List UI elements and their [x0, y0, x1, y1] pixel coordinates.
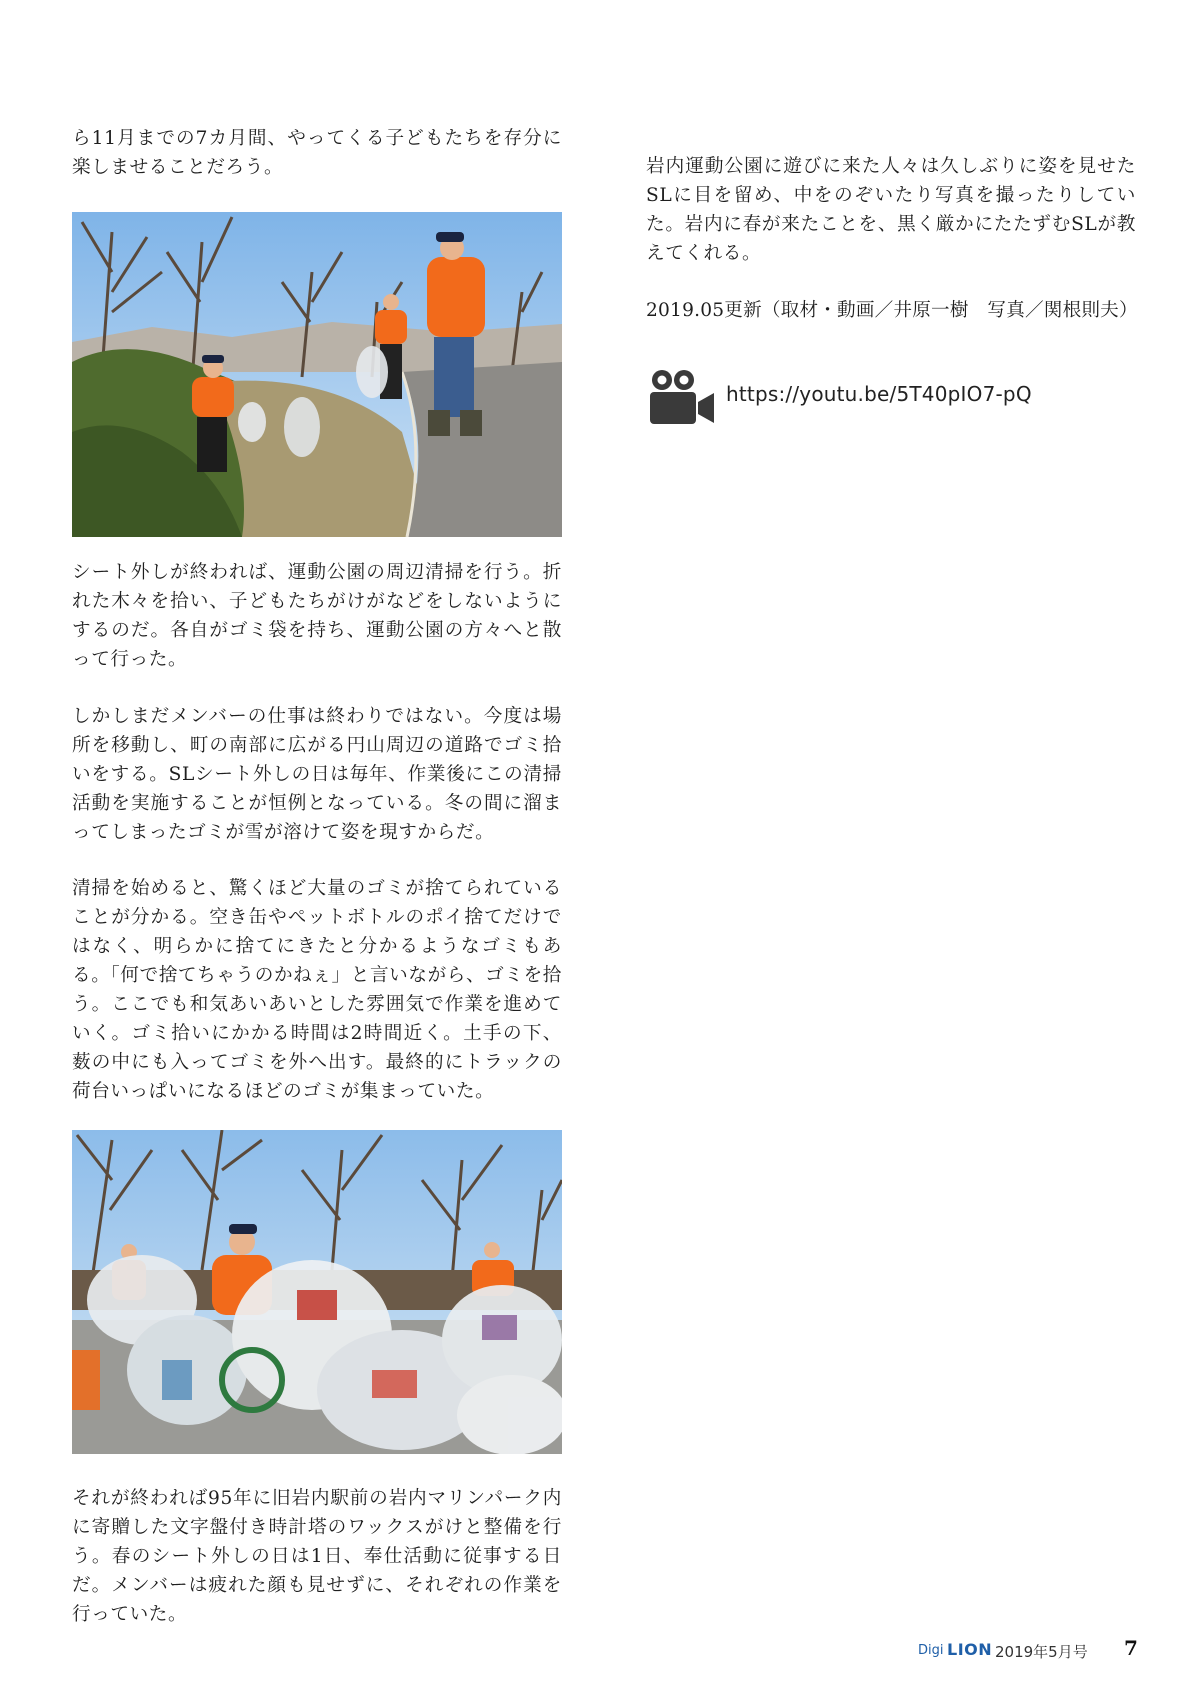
footer-issue: 2019年5月号	[995, 1643, 1088, 1661]
footer-digi: Digi	[918, 1643, 944, 1658]
left-paragraph-3: 清掃を始めると、驚くほど大量のゴミが捨てられていることが分かる。空き缶やペットボトルのポイ捨てだけではなく、明らかに捨てにきたと分かるようなゴミもある。「何で捨てちゃうのかねぇ」と言いながら、ゴミを拾う。ここでも和気あいあいとした雰囲気で作業を進めていく。ゴミ拾いにかかる時間は2時間近く。土手の下、薮の中にも入ってゴミを外へ出す。最終的にトラックの荷台いっぱいになるほどのゴミが集まっていた。	[72, 878, 562, 1102]
body-paragraph-3	[72, 874, 562, 1106]
body-paragraph-2	[72, 702, 562, 847]
video-url[interactable]: https://youtu.be/5T40pIO7-pQ	[726, 382, 1032, 406]
photo-garbage-truck	[72, 1130, 562, 1454]
photo-roadside-cleanup	[72, 212, 562, 537]
page-footer	[912, 1638, 1142, 1662]
left-paragraph-0: ら11月までの7カ月間、やってくる子どもたちを存分に楽しませることだろう。	[72, 128, 562, 178]
video-link[interactable]	[648, 368, 1108, 428]
right-paragraph-0: 岩内運動公園に遊びに来た人々は久しぶりに姿を見せたSLに目を留め、中をのぞいたり写真を撮ったりしていた。岩内に春が来たことを、黒く厳かにたたずむSLが教えてくれる。	[646, 156, 1136, 264]
left-paragraph-4: それが終われば95年に旧岩内駅前の岩内マリンパーク内に寄贈した文字盤付き時計塔のワックスがけと整備を行う。春のシート外しの日は1日、奉仕活動に従事する日だ。メンバーは疲れた顔も見せずに、それぞれの作業を行っていた。	[72, 1488, 562, 1625]
video-camera-icon	[648, 368, 716, 426]
right-paragraph	[646, 152, 1136, 268]
body-paragraph-1	[72, 558, 562, 674]
left-paragraph-2: しかしまだメンバーの仕事は終わりではない。今度は場所を移動し、町の南部に広がる円山周辺の道路でゴミ拾いをする。SLシート外しの日は毎年、作業後にこの清掃活動を実施することが恒例となっている。冬の間に溜まってしまったゴミが雪が溶けて姿を現すからだ。	[72, 706, 562, 843]
update-credit: 2019.05更新（取材・動画／井原一樹 写真／関根則夫）	[646, 300, 1138, 321]
intro-paragraph	[72, 124, 562, 182]
left-paragraph-1: シート外しが終われば、運動公園の周辺清掃を行う。折れた木々を拾い、子どもたちがけがなどをしないようにするのだ。各自がゴミ袋を持ち、運動公園の方々へと散って行った。	[72, 562, 562, 670]
page-number: 7	[1124, 1636, 1138, 1660]
footer-lion-logo: LION	[947, 1640, 993, 1659]
body-paragraph-4	[72, 1484, 562, 1629]
